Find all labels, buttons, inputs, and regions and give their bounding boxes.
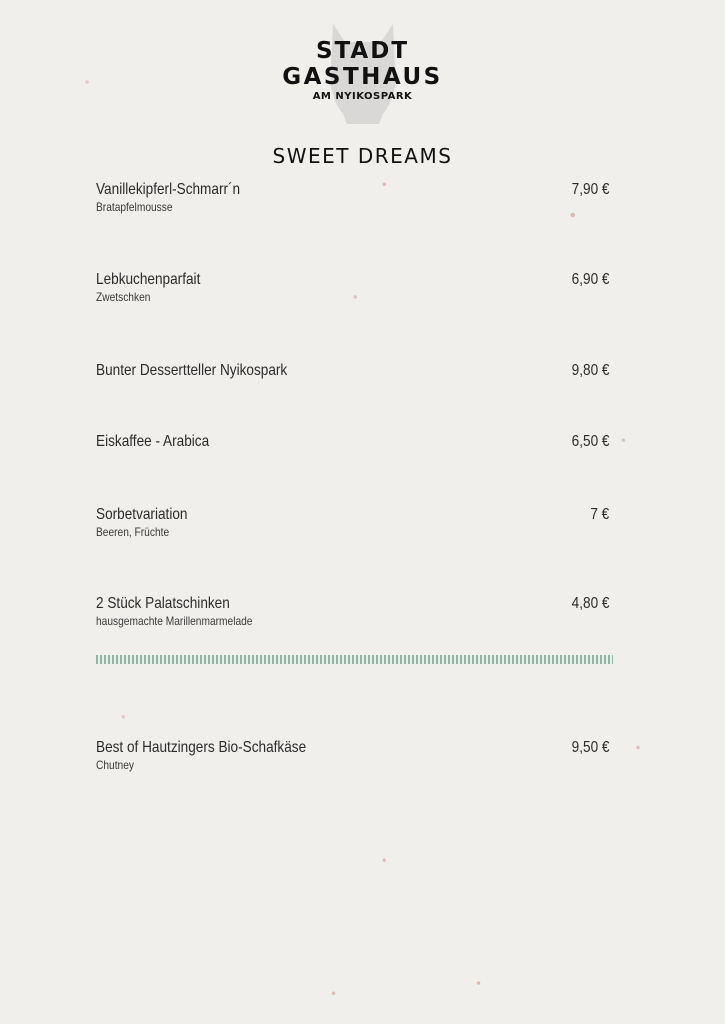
logo-line-gasthaus: GASTHAUS	[282, 64, 443, 90]
item-price: 7,90 €	[571, 181, 609, 198]
item-price: 4,80 €	[571, 595, 609, 612]
section-title: SWEET DREAMS	[272, 144, 453, 168]
menu-item	[96, 505, 611, 540]
item-description: Bratapfelmousse	[96, 200, 173, 214]
item-price: 6,50 €	[571, 433, 609, 450]
item-price: 6,90 €	[571, 271, 609, 288]
item-name: Eiskaffee - Arabica	[96, 433, 210, 450]
item-name: Lebkuchenparfait	[96, 271, 201, 288]
menu-item-cheese	[96, 738, 611, 773]
item-description: Beeren, Früchte	[96, 525, 170, 539]
item-name: Sorbetvariation	[96, 506, 188, 523]
menu-item	[96, 361, 611, 381]
logo-line-am-nyikospark: AM NYIKOSPARK	[312, 91, 413, 102]
item-name: Best of Hautzingers Bio-Schafkäse	[96, 739, 307, 756]
item-name: Bunter Dessertteller Nyikospark	[96, 362, 288, 379]
item-name: Vanillekipferl-Schmarr´n	[96, 181, 241, 198]
item-name: 2 Stück Palatschinken	[96, 595, 230, 612]
menu-item	[96, 180, 611, 215]
menu-item	[96, 270, 611, 305]
item-price: 7 €	[590, 506, 609, 523]
item-description: Chutney	[96, 758, 134, 772]
item-price: 9,50 €	[571, 739, 609, 756]
logo-line-stadt: STADT	[315, 38, 410, 64]
logo	[0, 38, 725, 102]
menu-item	[96, 594, 611, 629]
menu-item	[96, 432, 611, 452]
item-description: Zwetschken	[96, 290, 151, 304]
item-price: 9,80 €	[571, 362, 609, 379]
item-description: hausgemachte Marillenmarmelade	[96, 614, 253, 628]
section-divider	[96, 655, 613, 664]
